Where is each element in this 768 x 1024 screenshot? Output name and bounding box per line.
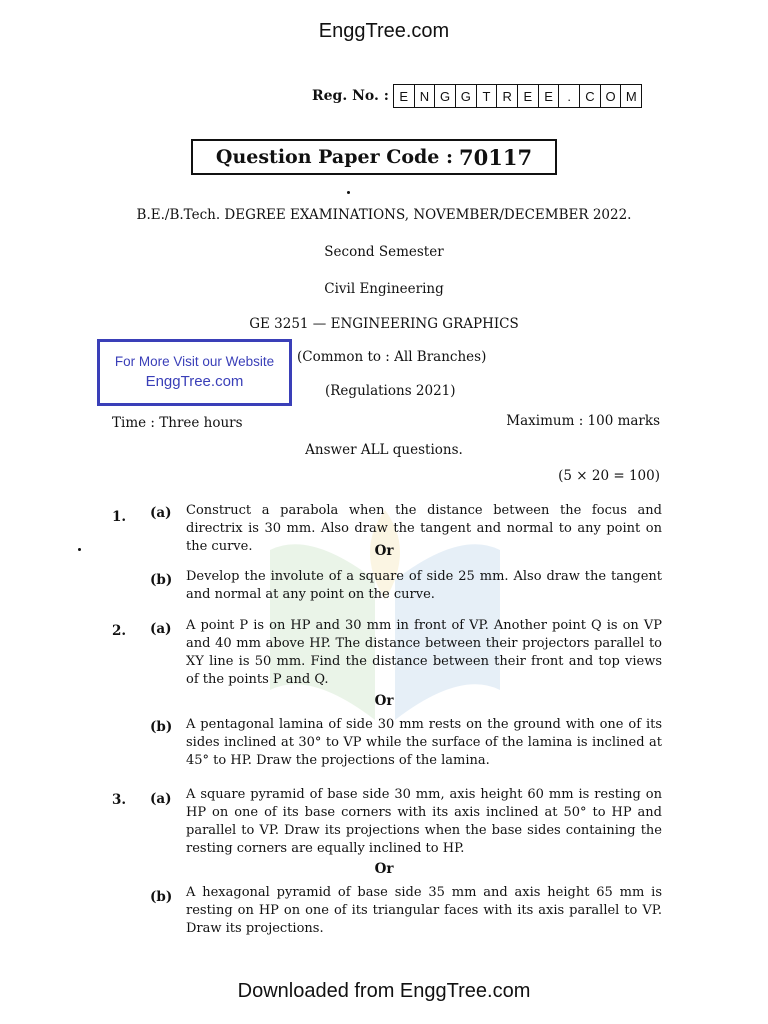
- reg-label: Reg. No. :: [312, 88, 389, 104]
- reg-box: N: [415, 85, 436, 107]
- common-to: (Common to : All Branches): [297, 349, 487, 365]
- reg-box: G: [456, 85, 477, 107]
- download-footer: Downloaded from EnggTree.com: [237, 980, 531, 1002]
- site-header: EnggTree.com: [318, 20, 450, 42]
- instruction: Answer ALL questions.: [305, 442, 463, 458]
- reg-box: M: [625, 88, 637, 104]
- question-paper-code: [191, 139, 557, 175]
- promo-line-2: EnggTree.com: [145, 373, 244, 390]
- part-label: (a): [150, 621, 172, 637]
- question-text: A square pyramid of base side 30 mm, axis height 60 mm is resting on HP on one of its base corners with its axis inclined at 50° to HP and parallel to VP. Draw its projections when the base sides containing the resting corners are equally inclined to HP.: [186, 787, 662, 856]
- part-label: (b): [150, 719, 173, 735]
- question-text: Construct a parabola when the distance between the focus and directrix is 30 mm. Also draw the tangent and normal to any point on the curve.: [186, 503, 662, 554]
- reg-box: C: [580, 85, 601, 107]
- reg-box: .: [559, 85, 580, 107]
- part-label: (b): [150, 889, 173, 905]
- reg-box: E: [518, 85, 539, 107]
- question-number: 2.: [112, 623, 127, 639]
- reg-box: T: [477, 85, 498, 107]
- reg-boxes: [393, 84, 642, 108]
- code-number: 70117: [459, 144, 533, 170]
- time-allowed: Time : Three hours: [112, 415, 243, 431]
- exam-title: B.E./B.Tech. DEGREE EXAMINATIONS, NOVEMBER/DECEMBER 2022.: [136, 207, 632, 223]
- reg-box: R: [497, 85, 518, 107]
- question-number: 1.: [112, 509, 127, 525]
- code-label: Question Paper Code :: [215, 146, 454, 168]
- reg-box: E: [394, 85, 415, 107]
- or-separator: Or: [374, 693, 394, 709]
- semester: Second Semester: [324, 244, 444, 260]
- marks-scheme: (5 × 20 = 100): [558, 468, 660, 484]
- question-text: A point P is on HP and 30 mm in front of VP. Another point Q is on VP and 40 mm above HP. The distance between their projectors parallel to XY line is 50 mm. Find the distance between their front and top views of the points P and Q.: [186, 618, 662, 687]
- max-marks: Maximum : 100 marks: [506, 413, 660, 429]
- subject: GE 3251 — ENGINEERING GRAPHICS: [249, 316, 519, 332]
- part-label: (b): [150, 572, 173, 588]
- reg-box: O: [601, 85, 622, 107]
- question-text: A pentagonal lamina of side 30 mm rests on the ground with one of its sides inclined at 30° to VP while the surface of the lamina is inclined at 45° to HP. Draw the projections of the lamina.: [186, 717, 662, 768]
- promo-box[interactable]: [97, 339, 292, 406]
- regulations: (Regulations 2021): [325, 383, 456, 399]
- question-text: Develop the involute of a square of side 25 mm. Also draw the tangent and normal at any point on the curve.: [186, 569, 662, 602]
- or-separator: Or: [374, 543, 394, 559]
- part-label: (a): [150, 791, 172, 807]
- question-number: 3.: [112, 792, 127, 808]
- reg-box: G: [435, 85, 456, 107]
- question-text: A hexagonal pyramid of base side 35 mm and axis height 65 mm is resting on HP on one of its triangular faces with its axis parallel to VP. Draw its projections.: [186, 885, 662, 936]
- part-label: (a): [150, 505, 172, 521]
- reg-box: E: [539, 85, 560, 107]
- promo-line-1: For More Visit our Website: [114, 354, 275, 369]
- department: Civil Engineering: [324, 281, 444, 297]
- or-separator: Or: [374, 861, 394, 877]
- reg-number: [312, 84, 642, 108]
- dot-mark: [347, 191, 350, 194]
